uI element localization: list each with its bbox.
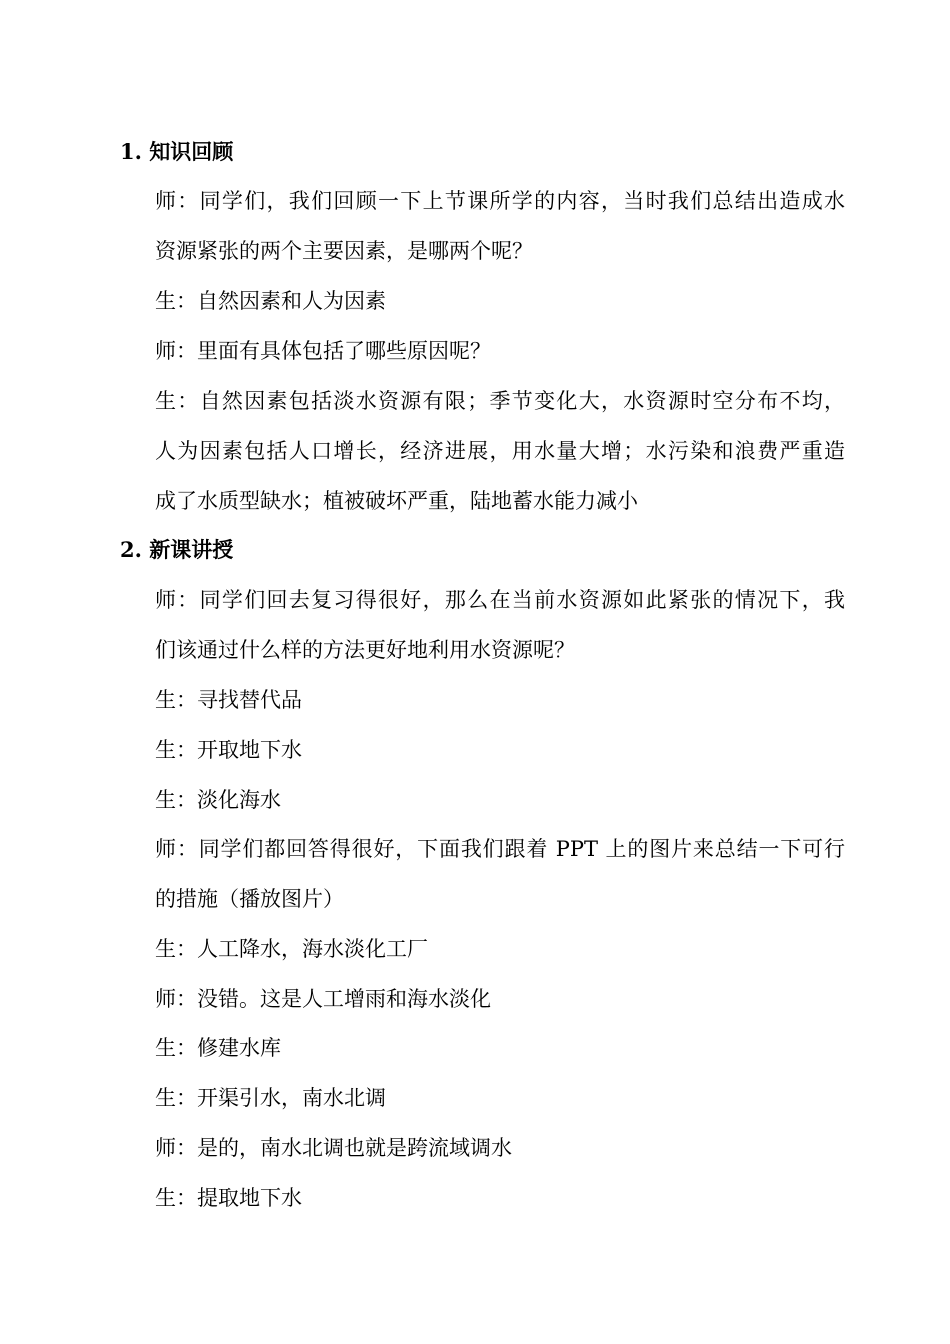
paragraph-line: 师：同学们回去复习得很好，那么在当前水资源如此紧张的情况下，我: [155, 588, 845, 612]
paragraph-line: 师：是的，南水北调也就是跨流域调水: [155, 1136, 512, 1160]
paragraph-line: 师：没错。这是人工增雨和海水淡化: [155, 987, 491, 1011]
section-1-heading: 1. 知识回顾: [120, 139, 234, 164]
paragraph-line: 师：里面有具体包括了哪些原因呢？: [155, 339, 491, 363]
paragraph-line: 生：修建水库: [155, 1036, 281, 1060]
paragraph-line: 的措施（播放图片）: [155, 887, 344, 911]
paragraph-line: 生：寻找替代品: [155, 688, 302, 712]
paragraph-line: 师：同学们，我们回顾一下上节课所学的内容，当时我们总结出造成水: [155, 189, 845, 213]
paragraph-line: 师：同学们都回答得很好，下面我们跟着 PPT 上的图片来总结一下可行: [155, 837, 845, 861]
paragraph-line: 人为因素包括人口增长，经济进展，用水量大增；水污染和浪费严重造: [155, 439, 845, 463]
paragraph-line: 生：人工降水，海水淡化工厂: [155, 937, 428, 961]
paragraph-line: 生：开渠引水，南水北调: [155, 1086, 386, 1110]
paragraph-line: 成了水质型缺水；植被破坏严重，陆地蓄水能力减小: [155, 489, 638, 513]
paragraph-line: 生：开取地下水: [155, 738, 302, 762]
paragraph-line: 资源紧张的两个主要因素，是哪两个呢？: [155, 239, 533, 263]
paragraph-line: 生：自然因素和人为因素: [155, 289, 386, 313]
section-2-heading: 2. 新课讲授: [120, 537, 234, 562]
paragraph-line: 生：提取地下水: [155, 1186, 302, 1210]
paragraph-line: 生：淡化海水: [155, 788, 281, 812]
paragraph-line: 们该通过什么样的方法更好地利用水资源呢？: [155, 638, 575, 662]
paragraph-line: 生：自然因素包括淡水资源有限；季节变化大，水资源时空分布不均，: [155, 389, 845, 413]
